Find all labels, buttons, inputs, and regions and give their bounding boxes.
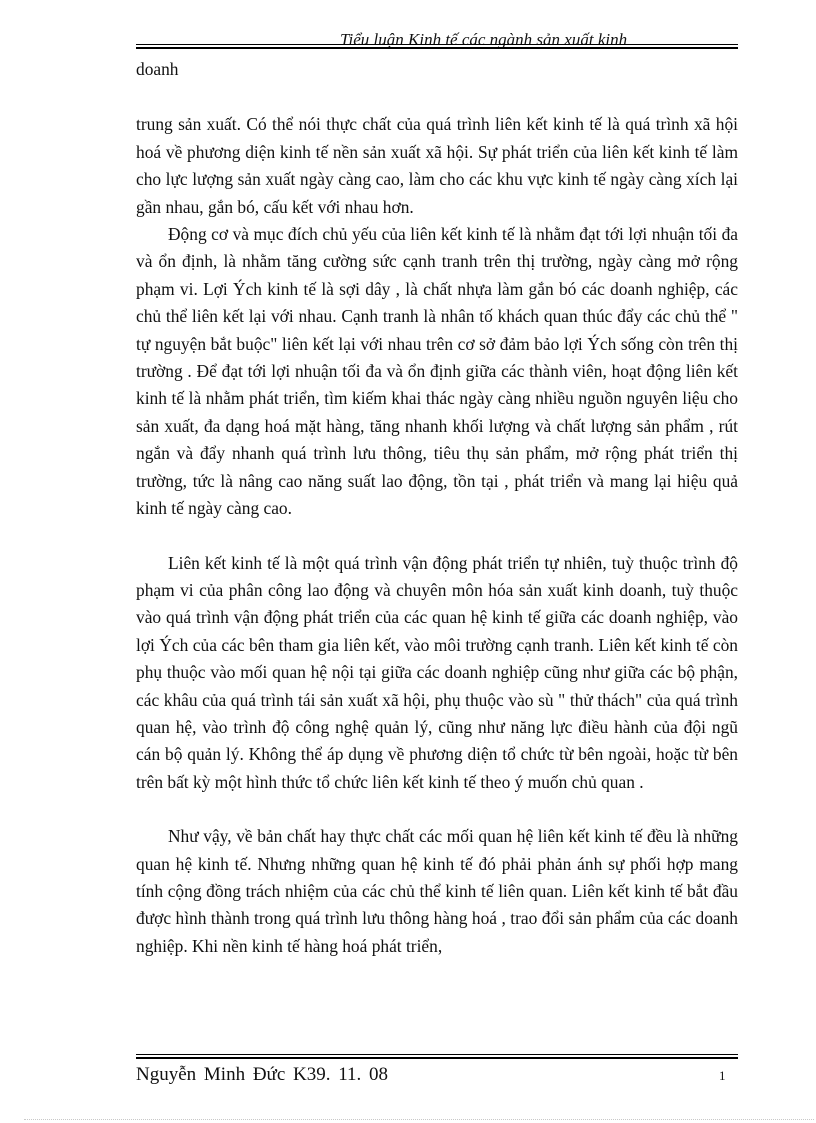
header-rule-thin <box>136 44 738 45</box>
paragraph-2: Động cơ và mục đích chủ yếu của liên kết kinh tế là nhằm đạt tới lợi nhuận tối đa và ổn định, là nhằm tăng cường sức cạnh tranh trên thị trường, ngày càng mở rộng phạm vi. Lợi Ých kinh tế là sợi dây , là chất nhựa làm gắn bó các doanh nghiệp, các chủ thể liên kết lại với nhau. Cạnh tranh là nhân tố khách quan thúc đẩy các chủ thể " tự nguyện bắt buộc" liên kết lại với nhau trên cơ sở đảm bảo lợi Ých sống còn trên thị trường . Để đạt tới lợi nhuận tối đa và ổn định giữa các thành viên, hoạt động liên kết kinh tế là nhằm phát triển, tìm kiếm khai thác ngày càng nhiều nguồn nguyên liệu cho sản xuất, đa dạng hoá mặt hàng, tăng nhanh khối lượng và chất lượng sản phẩm , rút ngắn và đẩy nhanh quá trình lưu thông, tiêu thụ sản phẩm, mở rộng phát triển thị trường, tức là nâng cao năng suất lao động, tồn tại , phát triển và mang lại hiệu quả kinh tế ngày càng cao. <box>136 224 738 519</box>
footer-rule-thin <box>136 1054 738 1055</box>
page-edge-divider <box>24 1119 814 1120</box>
footer-rule-thick <box>136 1057 738 1059</box>
header-continuation: doanh <box>136 59 179 79</box>
spacer <box>136 523 738 550</box>
spacer <box>136 796 738 823</box>
paragraph-3: Liên kết kinh tế là một quá trình vận động phát triển tự nhiên, tuỳ thuộc trình độ phạm vi của phân công lao động và chuyên môn hóa sản xuất kinh doanh, tuỳ thuộc vào quá trình vận động phát triển của các quan hệ kinh tế giữa các doanh nghiệp, vào lợi Ých của các bên tham gia liên kết, vào môi trường cạnh tranh. Liên kết kinh tế còn phụ thuộc vào mối quan hệ nội tại giữa các doanh nghiệp cũng như giữa các bộ phận, các khâu của quá trình tái sản xuất xã hội, phụ thuộc vào sù " thử thách" của quá trình quan hệ, vào trình độ công nghệ quản lý, cũng như năng lực điều hành của đội ngũ cán bộ quản lý. Không thể áp dụng về phương diện tổ chức từ bên ngoài, hoặc từ bên trên bất kỳ một hình thức tổ chức liên kết kinh tế theo ý muốn chủ quan . <box>136 552 738 792</box>
page-number: 1 <box>719 1068 726 1083</box>
spacer <box>136 83 738 111</box>
paragraph-4: Như vậy, về bản chất hay thực chất các mối quan hệ liên kết kinh tế đều là những quan hệ kinh tế. Nhưng những quan hệ kinh tế đó phải phản ánh sự phối hợp mang tính cộng đồng trách nhiệm của các chủ thể kinh tế liên quan. Liên kết kinh tế bắt đầu được hình thành trong quá trình lưu thông hàng hoá , trao đổi sản phẩm của các doanh nghiệp. Khi nền kinh tế hàng hoá phát triển, <box>136 826 738 956</box>
footer-author: Nguyễn Minh Đức K39. 11. 08 <box>136 1064 389 1085</box>
paragraph-1: trung sản xuất. Có thể nói thực chất của quá trình liên kết kinh tế là quá trình xã hội hoá về phương diện kinh tế nền sản xuất xã hội. Sự phát triển của liên kết kinh tế làm cho lực lượng sản xuất ngày càng cao, làm cho các khu vực kinh tế ngày càng xích lại gần nhau, gắn bó, cấu kết với nhau hơn. <box>136 114 738 217</box>
running-header-title: Tiểu luận Kinh tế các ngành sản xuất kinh <box>340 30 628 49</box>
header-rule-thick <box>136 47 738 49</box>
body-text <box>136 56 738 960</box>
